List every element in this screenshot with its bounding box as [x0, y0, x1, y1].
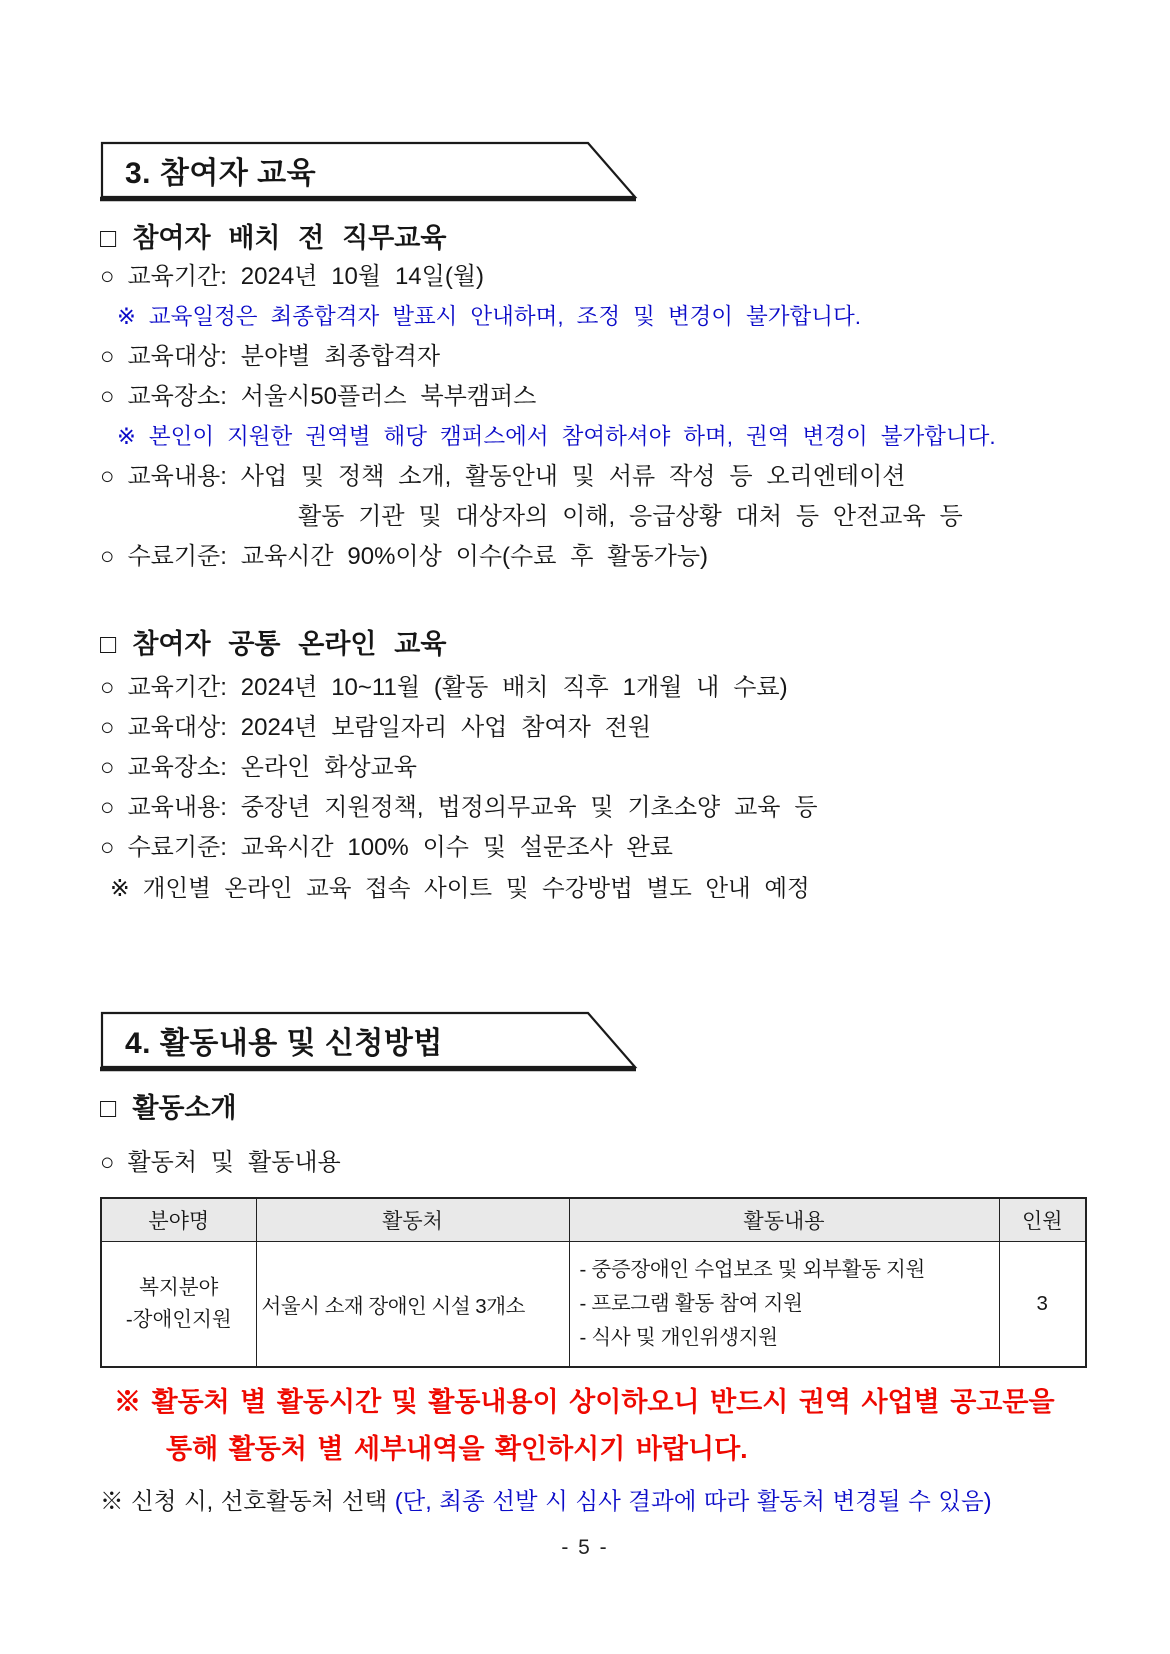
edu-note-schedule-text: 교육일정은 최종합격자 발표시 안내하며, 조정 및 변경이 불가합니다. [148, 304, 861, 329]
reference-mark-icon: ※ [117, 304, 136, 329]
section-4-title: 4. 활동내용 및 신청방법 [125, 1027, 443, 1061]
warning-note-line1: ※ 활동처 별 활동시간 및 활동내용이 상이하오니 반드시 권역 사업별 공고문을 [114, 1387, 1055, 1417]
cell-field [101, 1242, 256, 1368]
circle-bullet-icon: ○ [100, 543, 115, 570]
circle-bullet-icon: ○ [100, 463, 115, 490]
edu-line-place [100, 377, 1090, 417]
cell-details [569, 1242, 999, 1368]
cell-field-line1: 복지분야 [139, 1276, 219, 1299]
activity-sub-line-text: 활동처 및 활동내용 [127, 1149, 341, 1176]
col-header-field: 분야명 [101, 1198, 256, 1242]
col-header-count: 인원 [999, 1198, 1086, 1242]
edu-line-content-cont [100, 497, 1090, 537]
section-3-title: 3. 참여자 교육 [125, 157, 317, 191]
col-header-place: 활동처 [256, 1198, 569, 1242]
cell-details-line1: - 중증장애인 수업보조 및 외부활동 지원 [579, 1258, 926, 1281]
edu-line-target-text: 교육대상: 분야별 최종합격자 [127, 343, 441, 370]
circle-bullet-icon: ○ [100, 383, 115, 410]
activity-table-row [101, 1242, 1086, 1368]
online-line-content-text: 교육내용: 중장년 지원정책, 법정의무교육 및 기초소양 교육 등 [127, 794, 818, 821]
page-number: - 5 - [561, 1536, 609, 1559]
circle-bullet-icon: ○ [100, 674, 115, 701]
circle-bullet-icon: ○ [100, 714, 115, 741]
activity-table-header-row [101, 1198, 1086, 1242]
circle-bullet-icon: ○ [100, 1149, 115, 1176]
document-content [100, 0, 1090, 1521]
edu-line-target [100, 337, 1090, 377]
square-bullet-icon: □ [100, 1093, 117, 1123]
heading-online-edu-label: 참여자 공통 온라인 교육 [132, 629, 447, 659]
heading-activity-intro [100, 1089, 1090, 1127]
heading-job-training [100, 219, 1090, 257]
cell-details-line2: - 프로그램 활동 참여 지원 [579, 1292, 803, 1315]
online-line-place-text: 교육장소: 온라인 화상교육 [127, 754, 417, 781]
edu-line-period [100, 257, 1090, 297]
online-note-guide [100, 868, 1090, 908]
activity-table [100, 1197, 1087, 1368]
square-bullet-icon: □ [100, 629, 117, 659]
section-3-banner [100, 140, 640, 202]
apply-note-black: ※ 신청 시, 선호활동처 선택 [100, 1488, 395, 1514]
warning-note-line2: 통해 활동처 별 세부내역을 확인하시기 바랍니다. [166, 1434, 748, 1464]
cell-field-line2: -장애인지원 [125, 1308, 232, 1331]
cell-count: 3 [999, 1242, 1086, 1368]
edu-note-campus-text: 본인이 지원한 권역별 해당 캠퍼스에서 참여하셔야 하며, 권역 변경이 불가합니다. [148, 424, 996, 449]
edu-line-content [100, 457, 1090, 497]
apply-note [100, 1481, 1090, 1521]
circle-bullet-icon: ○ [100, 343, 115, 370]
online-line-period-text: 교육기간: 2024년 10~11월 (활동 배치 직후 1개월 내 수료) [127, 674, 788, 701]
circle-bullet-icon: ○ [100, 794, 115, 821]
reference-mark-icon: ※ [110, 875, 130, 901]
edu-line-content-cont-text: 활동 기관 및 대상자의 이해, 응급상황 대처 등 안전교육 등 [298, 503, 963, 530]
circle-bullet-icon: ○ [100, 263, 115, 290]
edu-note-schedule [100, 297, 1090, 337]
edu-line-completion [100, 537, 1090, 577]
edu-line-period-text: 교육기간: 2024년 10월 14일(월) [127, 263, 485, 290]
circle-bullet-icon: ○ [100, 754, 115, 781]
online-line-content [100, 788, 1090, 828]
online-line-completion-text: 수료기준: 교육시간 100% 이수 및 설문조사 완료 [127, 834, 673, 861]
edu-note-campus [100, 417, 1090, 457]
cell-details-line3: - 식사 및 개인위생지원 [579, 1326, 778, 1349]
apply-note-blue: (단, 최종 선발 시 심사 결과에 따라 활동처 변경될 수 있음) [394, 1488, 992, 1514]
online-line-place [100, 748, 1090, 788]
heading-job-training-label: 참여자 배치 전 직무교육 [132, 223, 447, 253]
edu-line-place-text: 교육장소: 서울시50플러스 북부캠퍼스 [127, 383, 537, 410]
edu-line-content-text: 교육내용: 사업 및 정책 소개, 활동안내 및 서류 작성 등 오리엔테이션 [127, 463, 906, 490]
online-note-guide-text: 개인별 온라인 교육 접속 사이트 및 수강방법 별도 안내 예정 [142, 875, 810, 901]
online-line-target [100, 708, 1090, 748]
heading-activity-intro-label: 활동소개 [132, 1093, 237, 1123]
online-line-target-text: 교육대상: 2024년 보람일자리 사업 참여자 전원 [127, 714, 652, 741]
activity-sub-line [100, 1143, 1090, 1183]
square-bullet-icon: □ [100, 223, 117, 253]
edu-line-completion-text: 수료기준: 교육시간 90%이상 이수(수료 후 활동가능) [127, 543, 709, 570]
reference-mark-icon: ※ [117, 424, 136, 449]
section-4-banner [100, 1010, 640, 1072]
heading-online-edu [100, 625, 1090, 663]
circle-bullet-icon: ○ [100, 834, 115, 861]
cell-place: 서울시 소재 장애인 시설 3개소 [256, 1242, 569, 1368]
online-line-period [100, 668, 1090, 708]
online-line-completion [100, 828, 1090, 868]
col-header-details: 활동내용 [569, 1198, 999, 1242]
